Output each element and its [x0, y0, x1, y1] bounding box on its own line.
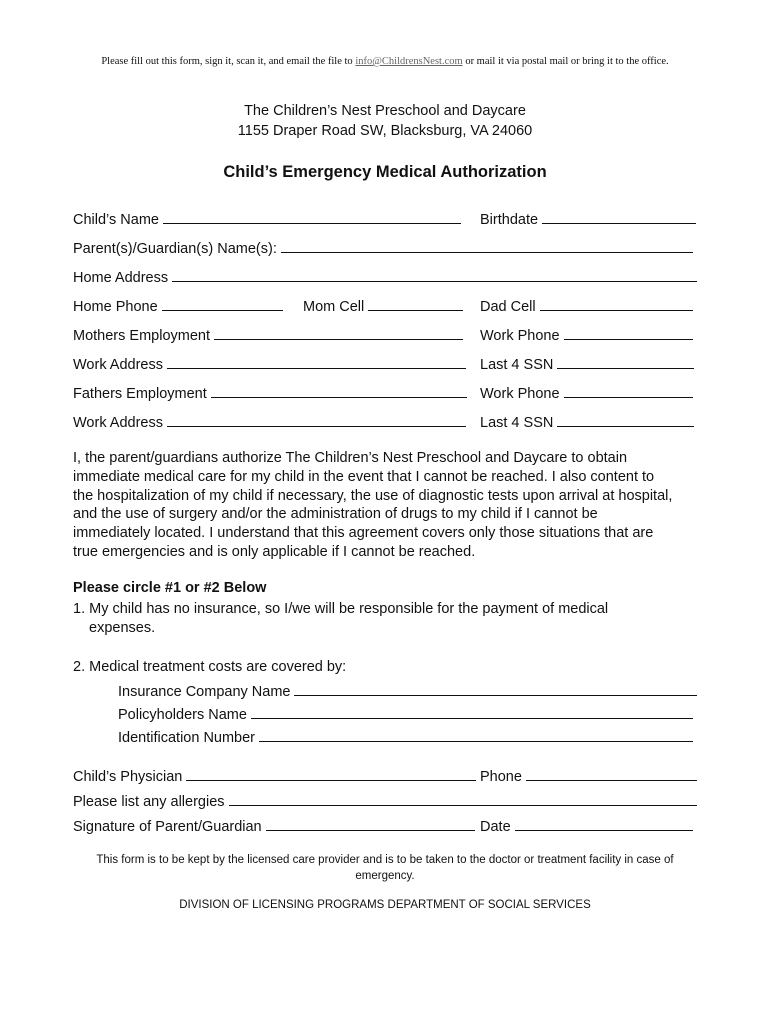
signature-field[interactable]	[73, 816, 475, 835]
mother-ssn-line[interactable]	[557, 354, 694, 369]
mother-work-phone-field[interactable]	[480, 325, 693, 344]
authorization-paragraph	[73, 449, 703, 562]
row-physician	[0, 766, 770, 786]
row-child	[0, 209, 770, 229]
footer-division: DIVISION OF LICENSING PROGRAMS DEPARTMENT OF SOCIAL SERVICES	[179, 899, 591, 911]
allergies-line[interactable]	[229, 791, 697, 806]
policyholders-name-field[interactable]	[118, 704, 693, 723]
allergies-field[interactable]	[73, 791, 697, 810]
dad-cell-label: Dad Cell	[480, 299, 536, 315]
option-1-text-cont: expenses.	[89, 620, 156, 636]
row-signature	[0, 816, 770, 836]
father-work-address-field[interactable]	[73, 412, 466, 431]
mom-cell-label: Mom Cell	[303, 299, 365, 315]
row-allergies	[0, 791, 770, 811]
physician-phone-field[interactable]	[480, 766, 697, 785]
home-address-field[interactable]	[73, 267, 697, 286]
physician-label: Child’s Physician	[73, 769, 183, 785]
dad-cell-field[interactable]	[480, 296, 693, 315]
mother-ssn-label: Last 4 SSN	[480, 357, 554, 373]
signature-label: Signature of Parent/Guardian	[73, 819, 262, 835]
option-2-text[interactable]: 2. Medical treatment costs are covered by:	[73, 659, 347, 675]
home-address-line[interactable]	[172, 267, 697, 282]
email-link[interactable]: info@ChildrensNest.com	[355, 56, 463, 67]
insurance-company-line[interactable]	[294, 681, 697, 696]
mother-work-address-label: Work Address	[73, 357, 163, 373]
physician-phone-label: Phone	[480, 769, 522, 785]
org-name: The Children’s Nest Preschool and Daycare	[244, 103, 526, 119]
row-parents	[0, 238, 770, 258]
father-work-address-label: Work Address	[73, 415, 163, 431]
physician-field[interactable]	[73, 766, 476, 785]
parents-names-label: Parent(s)/Guardian(s) Name(s):	[73, 241, 277, 257]
mothers-employment-label: Mothers Employment	[73, 328, 210, 344]
signature-line[interactable]	[266, 816, 475, 831]
identification-number-field[interactable]	[118, 727, 693, 746]
birthdate-field[interactable]	[480, 209, 696, 228]
mother-work-address-field[interactable]	[73, 354, 466, 373]
mother-work-address-line[interactable]	[167, 354, 466, 369]
row-home-address	[0, 267, 770, 287]
instructions-text-end: or mail it via postal mail or bring it to the office.	[462, 56, 669, 67]
home-phone-line[interactable]	[162, 296, 283, 311]
birthdate-label: Birthdate	[480, 212, 539, 228]
row-phones	[0, 296, 770, 316]
father-ssn-field[interactable]	[480, 412, 694, 431]
birthdate-line[interactable]	[542, 209, 696, 224]
identification-number-line[interactable]	[259, 727, 693, 742]
father-work-phone-label: Work Phone	[480, 386, 560, 402]
identification-number-label: Identification Number	[118, 730, 256, 746]
physician-line[interactable]	[186, 766, 476, 781]
authorization-line: immediate medical care for my child in the event that I cannot be reached. I also content to	[73, 468, 655, 485]
mother-work-phone-label: Work Phone	[480, 328, 560, 344]
insurance-company-field[interactable]	[118, 681, 697, 700]
home-phone-field[interactable]	[73, 296, 283, 315]
row-mother-employment	[0, 325, 770, 345]
fathers-employment-field[interactable]	[73, 383, 467, 402]
dad-cell-line[interactable]	[540, 296, 693, 311]
allergies-label: Please list any allergies	[73, 794, 225, 810]
row-father-employment	[0, 383, 770, 403]
form-title: Child’s Emergency Medical Authorization	[223, 163, 547, 181]
date-field[interactable]	[480, 816, 693, 835]
parents-names-line[interactable]	[281, 238, 693, 253]
authorization-line: and the use of surgery and/or the administration of drugs to my child if I cannot be	[73, 506, 598, 523]
org-address: 1155 Draper Road SW, Blacksburg, VA 24060	[237, 123, 533, 139]
authorization-line: the hospitalization of my child if necessary, the use of diagnostic tests upon arrival at hospital,	[73, 487, 673, 504]
parents-names-field[interactable]	[73, 238, 693, 257]
childs-name-label: Child’s Name	[73, 212, 159, 228]
home-address-label: Home Address	[73, 270, 169, 286]
policyholders-name-label: Policyholders Name	[118, 707, 247, 723]
father-ssn-line[interactable]	[557, 412, 694, 427]
fathers-employment-label: Fathers Employment	[73, 386, 207, 402]
row-identification	[0, 727, 770, 747]
row-mother-work-address	[0, 354, 770, 374]
authorization-line: true emergencies and is only applicable if I cannot be reached.	[73, 543, 476, 560]
mothers-employment-field[interactable]	[73, 325, 463, 344]
row-father-work-address	[0, 412, 770, 432]
row-policyholders	[0, 704, 770, 724]
footer-note: This form is to be kept by the licensed care provider and is to be taken to the doctor or treatment facility in case of emergency.	[96, 854, 674, 882]
policyholders-name-line[interactable]	[251, 704, 693, 719]
mom-cell-line[interactable]	[368, 296, 463, 311]
mom-cell-field[interactable]	[303, 296, 463, 315]
childs-name-line[interactable]	[163, 209, 461, 224]
date-label: Date	[480, 819, 511, 835]
submission-instructions	[0, 56, 770, 67]
row-insurance-company	[0, 681, 770, 701]
mothers-employment-line[interactable]	[214, 325, 463, 340]
childs-name-field[interactable]	[73, 209, 461, 228]
authorization-line: I, the parent/guardians authorize The Children’s Nest Preschool and Daycare to obtain	[73, 450, 628, 466]
home-phone-label: Home Phone	[73, 299, 158, 315]
date-line[interactable]	[515, 816, 693, 831]
option-1-text[interactable]: 1. My child has no insurance, so I/we will be responsible for the payment of medical	[73, 601, 609, 617]
father-work-phone-field[interactable]	[480, 383, 693, 402]
father-work-phone-line[interactable]	[564, 383, 693, 398]
insurance-company-label: Insurance Company Name	[118, 684, 291, 700]
mother-ssn-field[interactable]	[480, 354, 694, 373]
fathers-employment-line[interactable]	[211, 383, 467, 398]
mother-work-phone-line[interactable]	[564, 325, 693, 340]
instructions-text: Please fill out this form, sign it, scan it, and email the file to	[101, 56, 356, 67]
physician-phone-line[interactable]	[526, 766, 697, 781]
father-work-address-line[interactable]	[167, 412, 466, 427]
options-heading: Please circle #1 or #2 Below	[73, 580, 267, 596]
authorization-line: immediately located. I understand that this agreement covers only those situations that are	[73, 525, 654, 542]
father-ssn-label: Last 4 SSN	[480, 415, 554, 431]
